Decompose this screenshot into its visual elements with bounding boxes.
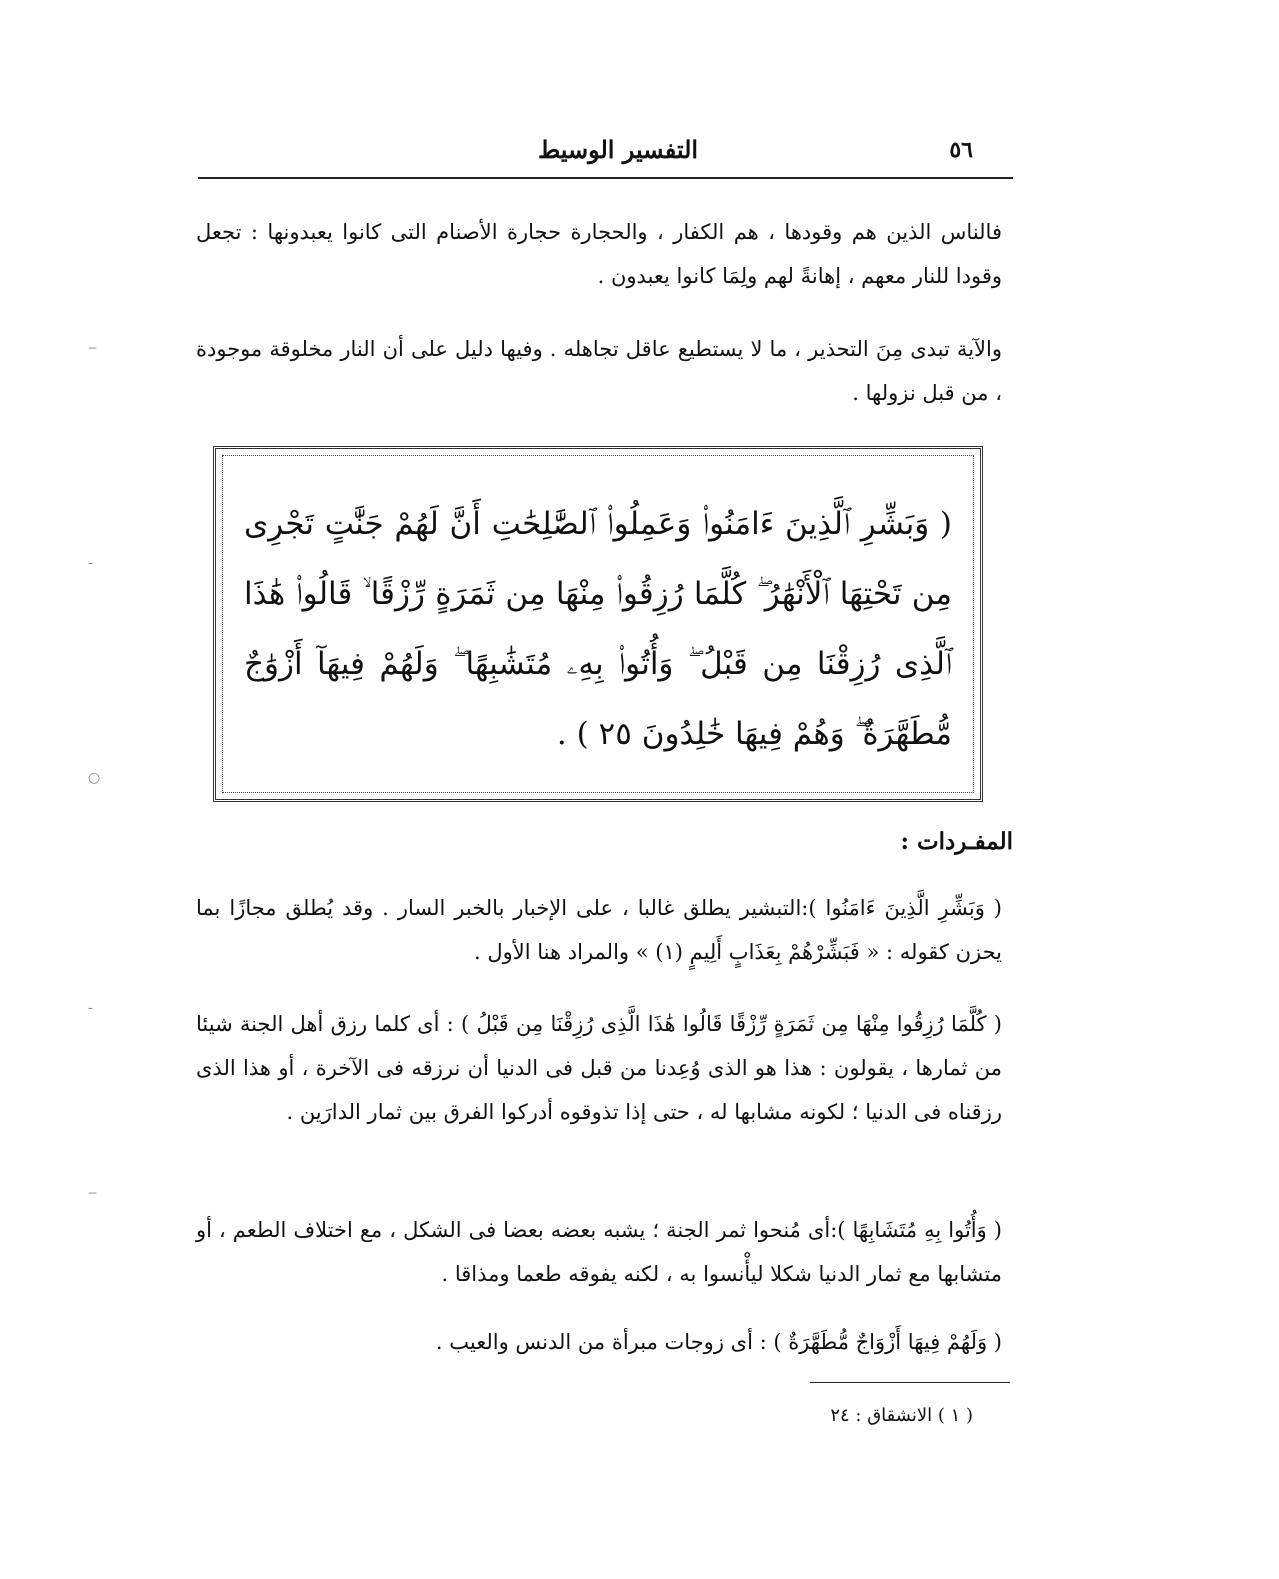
margin-dash-mark: ‒: [88, 340, 97, 356]
paragraph-fuel: فالناس الذين هم وقودها ، هم الكفار ، والحجارة حجارة الأصنام التى كانوا يعبدونها : تجعل وقودا للنار معهم ، إهانةً لهم ولِمَا كانوا يعبدون .: [196, 220, 1002, 288]
page-number: ٥٦: [949, 137, 973, 163]
paragraph-warning: والآية تبدى مِنَ التحذير ، ما لا يستطيع عاقل تجاهله . وفيها دليل على أن النار مخلوقة موجودة ، من قبل نزولها .: [196, 337, 1002, 405]
footnote-rule: [810, 1382, 1010, 1383]
vocab-entry-similar: ( وَأُتُوا بِهِ مُتَشَابِهًا ):أى مُنحوا ثمر الجنة ؛ يشبه بعضه بعضا فى الشكل ، مع اختلاف الطعم ، أو متشابها مع ثمار الدنيا شكلا ليأْنسوا به ، لكنه يفوقه طعما ومذاقا .: [196, 1218, 1002, 1286]
margin-dash-mark: ‒: [88, 1185, 97, 1201]
header-rule: [198, 177, 1013, 179]
margin-dash-mark: -: [88, 1000, 93, 1016]
section-heading: المفـردات :: [900, 828, 1013, 855]
vocab-entry-spouses: ( وَلَهُمْ فِيهَا أَزْوَاجٌ مُّطَهَّرَةٌ ) : أى زوجات مبرأة من الدنس والعيب .: [435, 1330, 1002, 1354]
running-header: [198, 135, 1013, 175]
margin-dash-mark: -: [88, 555, 93, 571]
margin-circle-mark: ○: [88, 770, 101, 786]
book-title: التفسير الوسيط: [537, 135, 699, 164]
quran-verse-frame: [213, 446, 983, 802]
vocab-entry-glad-tidings: ( وَبَشِّرِ الَّذِينَ ءَامَنُوا ):التبشير يطلق غالبا ، على الإخبار بالخبر السار . وقد يُطلق مجازًا بما يحزن كقوله : « فَبَشِّرْهُمْ بِعَذَابٍ أَلِيمٍ (١) » والمراد هنا الأول .: [196, 896, 1002, 964]
footnote: ( ١ ) الانشقاق : ٢٤: [830, 1405, 973, 1426]
quran-verse-text: ( وَبَشِّرِ ٱلَّذِينَ ءَامَنُوا۟ وَعَمِلُوا۟ ٱلصَّٰلِحَٰتِ أَنَّ لَهُمْ جَنَّٰتٍ تَجْرِى مِن تَحْتِهَا ٱلْأَنْهَٰرُ ۖ كُلَّمَا رُزِقُوا۟ مِنْهَا مِن ثَمَرَةٍ رِّزْقًا ۙ قَالُوا۟ هَٰذَا ٱلَّذِى رُزِقْنَا مِن قَبْلُ ۖ وَأُتُوا۟ بِهِۦ مُتَشَٰبِهًا ۖ وَلَهُمْ فِيهَآ أَزْوَٰجٌ مُّطَهَّرَةٌ ۖ وَهُمْ فِيهَا خَٰلِدُونَ ٢٥ ) .: [244, 506, 952, 752]
vocab-entry-provision: ( كُلَّمَا رُزِقُوا مِنْهَا مِن ثَمَرَةٍ رِّزْقًا قَالُوا هَٰذَا الَّذِى رُزِقْنَا مِن قَبْلُ ) : أى كلما رزق أهل الجنة شيئا من ثمارها ، يقولون : هذا هو الذى وُعِدنا من قبل فى الدنيا أن نرزقه فى الآخرة ، أو هذا الذى رزقناه فى الدنيا ؛ لكونه مشابها له ، حتى إذا تذوقوه أدركوا الفرق بين ثمار الدارَين .: [196, 1012, 1002, 1124]
